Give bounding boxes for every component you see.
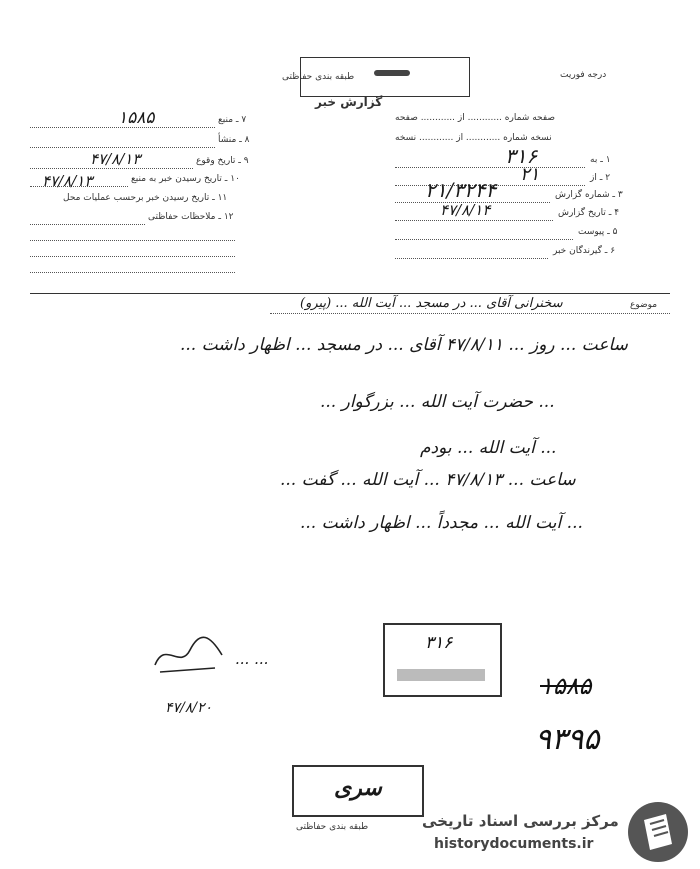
classification-label: طبقه بندی حفاظتی: [282, 72, 355, 82]
copy-number-field: نسخه شماره ............ از ............ نسخه: [395, 133, 552, 143]
priority-label: درجه فوریت: [560, 70, 607, 80]
footer-secret-stamp: [292, 765, 424, 817]
archive-number: ۹۳۹۵: [535, 722, 600, 757]
field-event-date-label: ۹ ـ تاریخ وقوع: [196, 156, 249, 166]
field-source-received-value: ۴۷/۸/۱۳: [42, 172, 93, 190]
signature-note: ... ...: [235, 650, 269, 668]
field-report-date-value: ۴۷/۸/۱۴: [440, 201, 491, 219]
field-source-received-label: ۱۰ ـ تاریخ رسیدن خبر به منبع: [131, 174, 240, 184]
field-report-date-label: ۴ ـ تاریخ گزارش: [558, 208, 620, 218]
body-line-5: ... آیت الله ... مجدداً ... اظهار داشت ...: [300, 513, 583, 533]
field-recipients-label: ۶ ـ گیرندگان خبر: [553, 246, 616, 256]
watermark-site: historydocuments.ir: [434, 836, 594, 852]
field-report-number-label: ۳ ـ شماره گزارش: [555, 190, 623, 200]
field-from-value: ۲۱: [520, 164, 540, 185]
field-to-label: ۱ ـ به: [590, 155, 611, 165]
field-to-value: ۳۱۶: [505, 144, 538, 168]
field-source-value: ۱۵۸۵: [118, 108, 155, 128]
field-attachment-label: ۵ ـ پیوست: [578, 227, 618, 237]
watermark-org-name: مرکز بررسی اسناد تاریخی: [422, 812, 619, 830]
classification-scribble: [374, 70, 410, 76]
page-number-field: صفحه شماره ............ از ............ صفحه: [395, 113, 556, 123]
watermark-logo-icon: [626, 800, 690, 864]
field-from-label: ۲ ـ از: [590, 173, 611, 183]
subject-label: موضوع: [630, 300, 658, 310]
body-line-1: ساعت ... روز ... ۴۷/۸/۱۱ آقای ... در مسجد ... اظهار داشت ...: [180, 335, 628, 355]
footer-secret-text: سری: [334, 775, 382, 801]
signature-date: ۴۷/۸/۲۰: [165, 700, 213, 716]
field-event-date-value: ۴۷/۸/۱۳: [90, 150, 141, 168]
report-title: گزارش خبر: [315, 95, 383, 109]
body-line-4: ساعت ... ۴۷/۸/۱۳ ... آیت الله ... گفت ...: [280, 470, 576, 490]
footer-classification-label: طبقه بندی حفاظتی: [296, 822, 369, 832]
field-local-received-label: ۱۱ ـ تاریخ رسیدن خبر برحسب عملیات محل: [63, 193, 228, 203]
field-security-notes-label: ۱۲ ـ ملاحظات حفاظتی: [148, 212, 234, 222]
field-source-label: ۷ ـ منبع: [218, 115, 247, 125]
body-line-2: ... حضرت آیت الله ... بزرگوار ...: [320, 392, 555, 412]
field-report-number-value: ۲۱/۳۲۴۴: [425, 178, 497, 202]
subject-text: سخنرانی آقای ... در مسجد ... آیت الله ... (پیرو): [300, 296, 563, 311]
signature-scribble: [150, 630, 230, 680]
registry-stamp-number: ۳۱۶: [425, 633, 453, 653]
crossed-number: ۱۵۸۵: [540, 672, 592, 700]
body-line-3: ... آیت الله ... بودم: [420, 438, 557, 458]
registry-stamp: [383, 623, 502, 697]
field-origin-label: ۸ ـ منشأ: [218, 135, 250, 145]
